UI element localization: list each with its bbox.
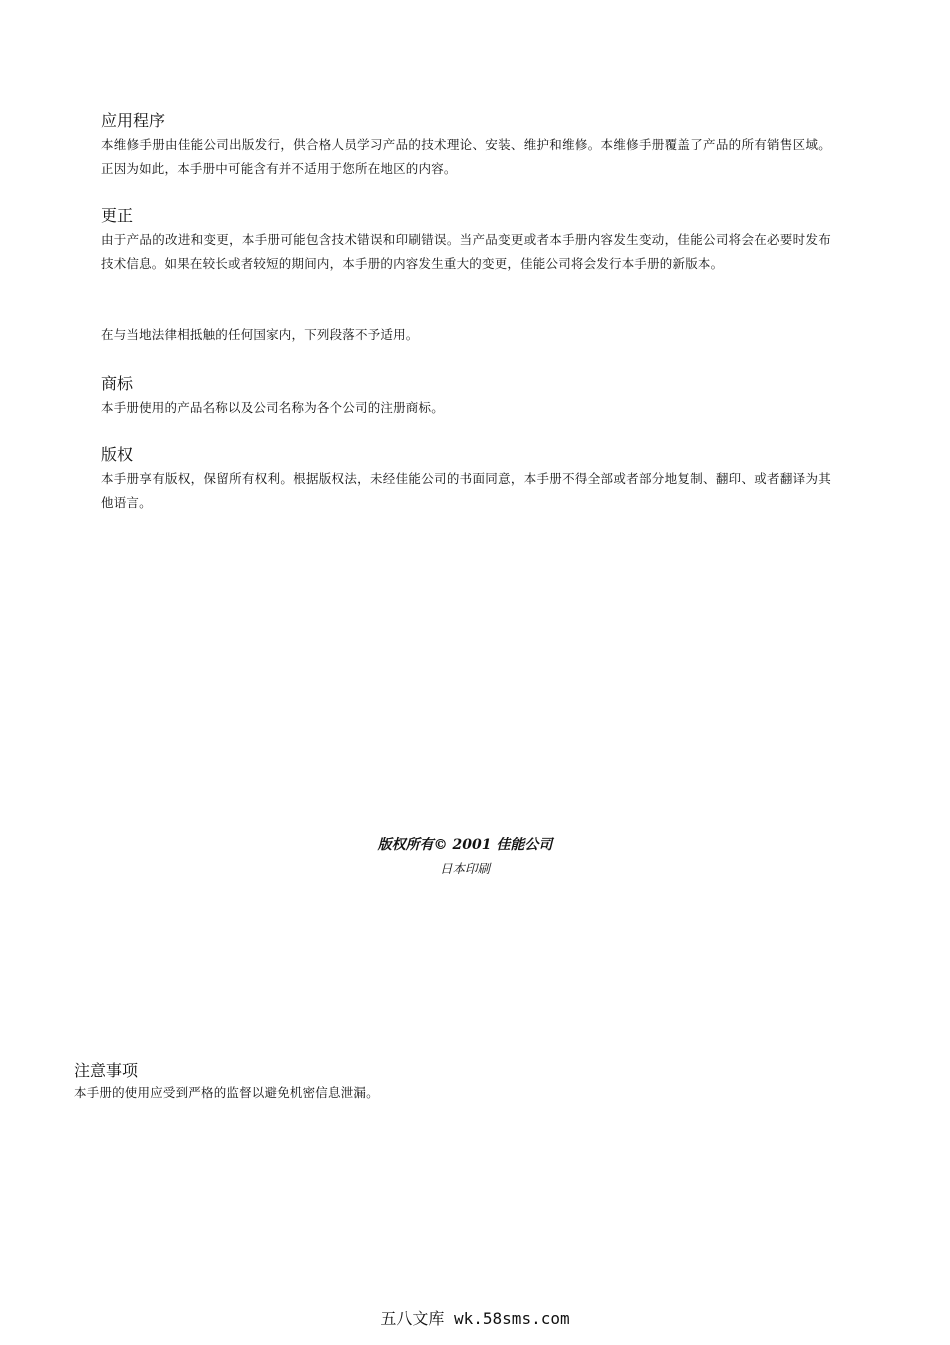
- section-body-application: 本维修手册由佳能公司出版发行，供合格人员学习产品的技术理论、安装、维护和维修。本维修手册覆盖了产品的所有销售区域。正因为如此，本手册中可能含有并不适用于您所在地区的内容。: [101, 137, 831, 176]
- section-title-copyright: 版权: [101, 445, 134, 464]
- copyright-line: 版权所有© 2001 佳能公司: [377, 837, 553, 853]
- printed-in-japan: 日本印刷: [439, 861, 490, 876]
- section-title-corrections: 更正: [101, 206, 134, 225]
- section-application: [101, 111, 831, 181]
- copyright-block: [0, 834, 930, 879]
- section-copyright: [101, 445, 831, 515]
- section-trademarks: [101, 374, 831, 420]
- section-body-copyright: 本手册享有版权，保留所有权利。根据版权法，未经佳能公司的书面同意，本手册不得全部或者部分地复制、翻印、或者翻译为其他语言。: [101, 471, 831, 510]
- section-body-trademarks: 本手册使用的产品名称以及公司名称为各个公司的注册商标。: [101, 400, 444, 415]
- law-note-text: 在与当地法律相抵触的任何国家内，下列段落不予适用。: [101, 327, 419, 342]
- notice-title: 注意事项: [74, 1061, 139, 1080]
- notice-section: [74, 1061, 834, 1105]
- section-title-application: 应用程序: [101, 111, 166, 130]
- section-corrections: [101, 206, 831, 276]
- notice-body: 本手册的使用应受到严格的监督以避免机密信息泄漏。: [74, 1085, 379, 1100]
- section-law-note: [101, 323, 831, 347]
- section-title-trademarks: 商标: [101, 374, 134, 393]
- section-body-corrections: 由于产品的改进和变更，本手册可能包含技术错误和印刷错误。当产品变更或者本手册内容发生变动，佳能公司将会在必要时发布技术信息。如果在较长或者较短的期间内，本手册的内容发生重大的变更，佳能公司将会发行本手册的新版本。: [101, 232, 831, 271]
- footer-watermark: 五八文库 wk.58sms.com: [380, 1309, 570, 1328]
